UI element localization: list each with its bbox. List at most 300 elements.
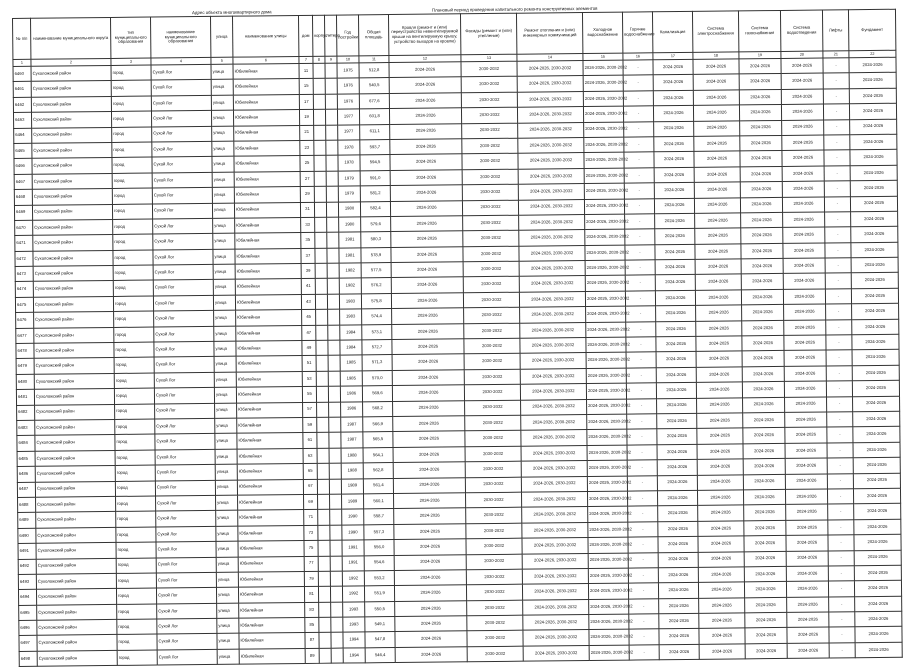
cell-lift: -: [827, 427, 853, 443]
cell-year: 1987: [341, 417, 363, 433]
cell-hot: -: [625, 275, 655, 291]
cell-street_type: улица: [214, 310, 236, 326]
cell-heat: 2024-2026, 2030-2032: [519, 261, 585, 277]
cell-heat: 2024-2026, 2030-2032: [523, 630, 589, 646]
cell-street: Юбилейная: [238, 525, 304, 541]
cell-id: 6495: [19, 605, 37, 621]
cell-lift: -: [827, 473, 853, 489]
cell-id: 6488: [18, 497, 36, 513]
cell-street: Юбилейная: [233, 63, 299, 79]
cell-empty: [327, 248, 339, 264]
cell-house: 21: [300, 125, 314, 141]
cell-area: 540,5: [359, 78, 389, 94]
cell-elec: 2024-2026: [693, 74, 739, 90]
cell-hot: -: [627, 429, 657, 445]
cell-lift: -: [829, 643, 855, 659]
cell-district: Сухоложский район: [32, 142, 112, 158]
cell-lift: -: [828, 581, 854, 597]
cell-heat: 2024-2026, 2030-2032: [522, 507, 588, 523]
cell-lift: -: [825, 242, 851, 258]
cell-street_type: улица: [215, 449, 237, 465]
cell-facade: 2030-2032: [466, 554, 522, 570]
cell-district: Сухоложский район: [36, 589, 116, 605]
cell-street: Юбилейная: [236, 387, 302, 403]
cell-house: 37: [301, 248, 315, 264]
cell-lift: -: [824, 135, 850, 151]
cell-elec: 2024-2026: [694, 182, 740, 198]
cell-empty: [317, 448, 329, 464]
cell-hot: -: [628, 568, 658, 584]
column-number: 18: [693, 52, 739, 59]
cell-drain: 2024-2026: [785, 443, 827, 459]
cell-found: 2024-2026: [849, 57, 896, 73]
cell-hot: -: [625, 260, 655, 276]
cell-roof: 2024-2026: [393, 416, 465, 432]
cell-gas: 2024-2026: [742, 335, 784, 351]
cell-cold: 2024-2026, 2030-2032: [586, 383, 626, 399]
column-number: 17: [653, 52, 693, 59]
cell-facade: 2030-2032: [463, 231, 519, 247]
cell-cold: 2024-2026, 2030-2032: [586, 322, 626, 338]
cell-hot: -: [627, 445, 657, 461]
cell-heat: 2024-2026, 2030-2032: [517, 107, 583, 123]
cell-id: 6483: [17, 420, 35, 436]
cell-facade: 2030-2032: [465, 446, 521, 462]
cell-street_type: улица: [215, 464, 237, 480]
cell-name: Сухой Лог: [154, 341, 214, 357]
cell-type: город: [116, 558, 156, 574]
cell-house: 69: [304, 494, 318, 510]
cell-drain: 2024-2026: [785, 427, 827, 443]
cell-district: Сухоложский район: [32, 204, 112, 220]
column-number: 7: [299, 56, 313, 63]
cell-lift: -: [823, 89, 849, 105]
cell-street_type: улица: [217, 603, 239, 619]
cell-year: 1984: [340, 340, 362, 356]
cell-empty: [326, 125, 338, 141]
cell-found: 2024-2026: [852, 380, 899, 396]
cell-found: 2024-2026: [850, 196, 897, 212]
cell-id: 6482: [17, 405, 35, 421]
cell-facade: 2030-2032: [466, 538, 522, 554]
cell-found: 2024-2026: [853, 442, 900, 458]
cell-id: 6474: [15, 282, 33, 298]
cell-found: 2024-2026: [855, 596, 902, 612]
cell-hot: -: [625, 291, 655, 307]
cell-district: Сухоложский район: [37, 635, 117, 651]
cell-hot: -: [629, 598, 659, 614]
cell-type: город: [111, 96, 151, 112]
cell-facade: 2030-2032: [466, 569, 522, 585]
cell-drain: 2024-2026: [783, 227, 825, 243]
cell-type: город: [115, 481, 155, 497]
cell-hot: -: [626, 383, 656, 399]
cell-street: Юбилейная: [235, 279, 301, 295]
cell-house: 75: [304, 540, 318, 556]
cell-found: 2024-2026: [850, 180, 897, 196]
cell-street: Юбилейная: [233, 110, 299, 126]
cell-street: Юбилейная: [235, 217, 301, 233]
cell-sewer: 2024-2026: [654, 136, 694, 152]
cell-id: 6466: [14, 159, 32, 175]
cell-heat: 2024-2026, 2030-2032: [517, 91, 583, 107]
column-header: Горячее водоснабжение: [622, 12, 652, 53]
cell-cold: 2024-2026, 2030-2032: [587, 399, 627, 415]
cell-empty: [325, 78, 337, 94]
cell-year: 1986: [340, 386, 362, 402]
cell-sewer: 2024-2026: [657, 490, 697, 506]
cell-street_type: улица: [216, 495, 238, 511]
cell-name: Сухой Лог: [156, 588, 216, 604]
cell-area: 570,0: [362, 370, 392, 386]
cell-hot: -: [627, 398, 657, 414]
cell-drain: 2024-2026: [787, 612, 829, 628]
cell-empty: [315, 233, 327, 249]
cell-name: Сухой Лог: [155, 465, 215, 481]
cell-street_type: улица: [213, 264, 235, 280]
cell-empty: [331, 633, 343, 649]
cell-cold: 2024-2026, 2030-2032: [587, 460, 627, 476]
column-header: Система газоснабжения: [738, 10, 780, 51]
cell-year: 1991: [342, 555, 364, 571]
cell-year: 1989: [342, 494, 364, 510]
cell-name: Сухой Лог: [157, 634, 217, 650]
cell-house: 59: [303, 417, 317, 433]
cell-elec: 2024-2026: [697, 413, 743, 429]
cell-district: Сухоложский район: [36, 512, 116, 528]
cell-sewer: 2024-2026: [654, 182, 694, 198]
cell-gas: 2024-2026: [745, 628, 787, 644]
document-sheet: [12, 5, 901, 661]
cell-area: 554,6: [364, 555, 394, 571]
cell-gas: 2024-2026: [743, 489, 785, 505]
cell-house: 87: [305, 633, 319, 649]
cell-roof: 2024-2026: [390, 185, 462, 201]
cell-district: Сухоложский район: [32, 173, 112, 189]
cell-empty: [315, 263, 327, 279]
cell-empty: [316, 386, 328, 402]
cell-facade: 2030-2032: [465, 415, 521, 431]
cell-id: 6498: [19, 651, 37, 667]
cell-sewer: 2024-2026: [653, 75, 693, 91]
cell-house: 11: [299, 63, 313, 79]
cell-heat: 2024-2026, 2030-2032: [520, 353, 586, 369]
cell-lift: -: [829, 612, 855, 628]
cell-type: город: [117, 619, 157, 635]
cell-lift: -: [828, 504, 854, 520]
cell-hot: -: [624, 198, 654, 214]
cell-year: 1993: [343, 602, 365, 618]
cell-heat: 2024-2026, 2030-2032: [523, 645, 589, 661]
cell-empty: [313, 79, 325, 95]
cell-year: 1993: [343, 617, 365, 633]
cell-hot: -: [623, 75, 653, 91]
cell-found: 2024-2026: [849, 73, 896, 89]
cell-district: Сухоложский район: [31, 112, 111, 128]
cell-id: 6470: [15, 220, 33, 236]
table-body: [13, 57, 902, 666]
cell-elec: 2024-2026: [699, 644, 745, 660]
cell-id: 6486: [17, 466, 35, 482]
cell-drain: 2024-2026: [783, 273, 825, 289]
cell-district: Сухоложский район: [35, 481, 115, 497]
cell-hot: -: [629, 614, 659, 630]
cell-sewer: 2024-2026: [658, 506, 698, 522]
cell-roof: 2024-2026: [391, 216, 463, 232]
cell-name: Сухой Лог: [154, 311, 214, 327]
cell-hot: -: [624, 121, 654, 137]
cell-sewer: 2024-2026: [657, 444, 697, 460]
cell-heat: 2024-2026, 2030-2032: [520, 384, 586, 400]
column-header: Ремонт отопления и (или) инженерных коммуникаций: [516, 13, 582, 55]
cell-heat: 2024-2026, 2030-2032: [519, 291, 585, 307]
cell-street_type: улица: [215, 403, 237, 419]
cell-area: 551,9: [364, 586, 394, 602]
cell-street: Юбилейная: [238, 510, 304, 526]
column-header: Канализация: [652, 11, 692, 52]
cell-elec: 2024-2026: [698, 582, 744, 598]
cell-heat: 2024-2026, 2030-2032: [521, 445, 587, 461]
cell-area: 581,2: [360, 186, 390, 202]
cell-facade: 2030-2032: [467, 631, 523, 647]
cell-sewer: 2024-2026: [657, 429, 697, 445]
cell-id: 6489: [18, 513, 36, 529]
cell-district: Сухоложский район: [31, 96, 111, 112]
cell-district: Сухоложский район: [34, 358, 114, 374]
cell-roof: 2024-2026: [395, 600, 467, 616]
cell-cold: 2024-2026, 2030-2032: [584, 152, 624, 168]
cell-district: Сухоложский район: [33, 266, 113, 282]
cell-cold: 2024-2026, 2030-2032: [586, 353, 626, 369]
cell-facade: 2030-2032: [466, 508, 522, 524]
cell-empty: [313, 63, 325, 79]
cell-type: город: [115, 419, 155, 435]
cell-gas: 2024-2026: [741, 274, 783, 290]
cell-found: 2024-2026: [854, 519, 901, 535]
cell-heat: 2024-2026, 2030-2032: [517, 76, 583, 92]
cell-street_type: улица: [215, 480, 237, 496]
cell-hot: -: [626, 352, 656, 368]
cell-drain: 2024-2026: [781, 73, 823, 89]
cell-name: Сухой Лог: [155, 434, 215, 450]
cell-year: 1988: [341, 463, 363, 479]
cell-year: 1975: [337, 63, 359, 79]
cell-facade: 2030-2032: [462, 154, 518, 170]
cell-year: 1991: [342, 540, 364, 556]
cell-elec: 2024-2026: [698, 567, 744, 583]
cell-empty: [317, 402, 329, 418]
cell-roof: 2024-2026: [389, 93, 461, 109]
cell-roof: 2024-2026: [393, 400, 465, 416]
cell-empty: [315, 248, 327, 264]
cell-district: Сухоложский район: [32, 158, 112, 174]
cell-id: 6480: [16, 374, 34, 390]
cell-type: город: [112, 173, 152, 189]
cell-id: 6476: [16, 313, 34, 329]
cell-area: 571,3: [362, 355, 392, 371]
cell-hot: -: [627, 491, 657, 507]
cell-roof: 2024-2026: [389, 62, 461, 78]
cell-facade: 2030-2032: [464, 369, 520, 385]
cell-elec: 2024-2026: [695, 244, 741, 260]
cell-id: 6491: [18, 543, 36, 559]
cell-name: Сухой Лог: [153, 234, 213, 250]
cell-year: 1992: [342, 586, 364, 602]
cell-year: 1985: [340, 355, 362, 371]
cell-name: Сухой Лог: [152, 188, 212, 204]
cell-id: 6490: [18, 528, 36, 544]
cell-year: 1986: [341, 401, 363, 417]
cell-heat: 2024-2026, 2030-2032: [518, 153, 584, 169]
cell-name: Сухой Лог: [151, 111, 211, 127]
cell-house: 89: [305, 648, 319, 664]
cell-area: 547,8: [365, 632, 395, 648]
cell-heat: 2024-2026, 2030-2032: [523, 599, 589, 615]
cell-elec: 2024-2026: [695, 274, 741, 290]
cell-house: 73: [304, 525, 318, 541]
cell-street_type: улица: [217, 649, 239, 665]
cell-lift: -: [827, 442, 853, 458]
column-number: 6: [233, 56, 299, 64]
cell-sewer: 2024-2026: [655, 213, 695, 229]
cell-sewer: 2024-2026: [656, 352, 696, 368]
cell-facade: 2030-2032: [465, 461, 521, 477]
cell-found: 2024-2026: [855, 611, 902, 627]
cell-sewer: 2024-2026: [653, 106, 693, 122]
cell-found: 2024-2026: [854, 565, 901, 581]
cell-empty: [319, 617, 331, 633]
cell-name: Сухой Лог: [152, 157, 212, 173]
cell-elec: 2024-2026: [693, 59, 739, 75]
cell-cold: 2024-2026, 2030-2032: [584, 137, 624, 153]
cell-elec: 2024-2026: [695, 213, 741, 229]
cell-gas: 2024-2026: [744, 582, 786, 598]
cell-sewer: 2024-2026: [654, 167, 694, 183]
cell-type: город: [112, 188, 152, 204]
cell-street_type: улица: [211, 80, 233, 96]
cell-name: Сухой Лог: [153, 280, 213, 296]
cell-heat: 2024-2026, 2030-2032: [521, 430, 587, 446]
cell-empty: [329, 479, 341, 495]
cell-found: 2024-2026: [851, 257, 898, 273]
cell-house: 49: [302, 340, 316, 356]
cell-street: Юбилейная: [237, 448, 303, 464]
cell-street: Юбилейная: [234, 202, 300, 218]
cell-area: 562,8: [363, 463, 393, 479]
cell-drain: 2024-2026: [782, 120, 824, 136]
cell-roof: 2024-2026: [389, 77, 461, 93]
cell-year: 1983: [339, 294, 361, 310]
cell-gas: 2024-2026: [740, 120, 782, 136]
cell-id: 6497: [19, 636, 37, 652]
cell-hot: -: [629, 629, 659, 645]
cell-elec: 2024-2026: [694, 151, 740, 167]
cell-cold: 2024-2026, 2030-2032: [589, 599, 629, 615]
cell-area: 561,4: [363, 478, 393, 494]
cell-gas: 2024-2026: [745, 643, 787, 659]
cell-drain: 2024-2026: [782, 135, 824, 151]
cell-id: 6492: [18, 559, 36, 575]
cell-district: Сухоложский район: [35, 404, 115, 420]
cell-name: Сухой Лог: [152, 172, 212, 188]
cell-name: Сухой Лог: [155, 403, 215, 419]
column-number: 3: [111, 58, 151, 65]
cell-hot: -: [624, 152, 654, 168]
cell-year: 1980: [338, 201, 360, 217]
cell-area: 556,0: [364, 540, 394, 556]
cell-district: Сухоложский район: [35, 435, 115, 451]
cell-hot: -: [628, 506, 658, 522]
cell-gas: 2024-2026: [743, 443, 785, 459]
cell-heat: 2024-2026, 2030-2032: [521, 491, 587, 507]
cell-lift: -: [827, 412, 853, 428]
cell-cold: 2024-2026, 2030-2032: [584, 168, 624, 184]
cell-lift: -: [825, 273, 851, 289]
cell-sewer: 2024-2026: [659, 598, 699, 614]
column-number: 20: [781, 51, 823, 58]
cell-hot: -: [624, 168, 654, 184]
cell-house: 23: [300, 140, 314, 156]
cell-drain: 2024-2026: [784, 366, 826, 382]
column-header: Кровля (ремонт и (или) переустройство невентилируемой крыши на вентилируемую крышу, устройство выходов на кровлю): [388, 14, 460, 56]
cell-facade: 2030-2032: [465, 492, 521, 508]
cell-area: 594,5: [360, 155, 390, 171]
cell-heat: 2024-2026, 2030-2032: [520, 307, 586, 323]
cell-gas: 2024-2026: [739, 74, 781, 90]
cell-type: город: [112, 204, 152, 220]
cell-empty: [327, 294, 339, 310]
cell-empty: [326, 171, 338, 187]
cell-facade: 2030-2032: [462, 200, 518, 216]
cell-house: 67: [303, 479, 317, 495]
cell-id: 6461: [13, 82, 31, 98]
cell-street: Юбилейная: [236, 356, 302, 372]
cell-found: 2024-2026: [850, 134, 897, 150]
cell-heat: 2024-2026, 2030-2032: [519, 276, 585, 292]
cell-elec: 2024-2026: [697, 474, 743, 490]
cell-facade: 2030-2032: [462, 169, 518, 185]
cell-district: Сухоложский район: [34, 389, 114, 405]
cell-name: Сухой Лог: [156, 542, 216, 558]
plan-group-header: Плановый период проведения капитального ремонта конструктивных элементов: [431, 5, 598, 13]
cell-street_type: улица: [215, 434, 237, 450]
cell-facade: 2030-2032: [462, 184, 518, 200]
cell-lift: -: [826, 381, 852, 397]
cell-street: Юбилейная: [234, 187, 300, 203]
cell-gas: 2024-2026: [740, 197, 782, 213]
cell-sewer: 2024-2026: [653, 90, 693, 106]
cell-gas: 2024-2026: [739, 58, 781, 74]
cell-drain: 2024-2026: [785, 474, 827, 490]
cell-drain: 2024-2026: [781, 89, 823, 105]
cell-year: 1983: [340, 309, 362, 325]
cell-drain: 2024-2026: [785, 458, 827, 474]
cell-empty: [313, 109, 325, 125]
column-number: 11: [359, 56, 389, 63]
cell-roof: 2024-2026: [391, 277, 463, 293]
cell-type: город: [116, 511, 156, 527]
cell-elec: 2024-2026: [697, 428, 743, 444]
cell-lift: -: [827, 489, 853, 505]
cell-empty: [330, 540, 342, 556]
column-header: Лифты: [822, 10, 848, 51]
cell-empty: [317, 433, 329, 449]
cell-name: Сухой Лог: [156, 526, 216, 542]
cell-elec: 2024-2026: [698, 536, 744, 552]
cell-street_type: улица: [213, 233, 235, 249]
cell-lift: -: [824, 196, 850, 212]
column-header: наименование улицы: [232, 15, 298, 57]
